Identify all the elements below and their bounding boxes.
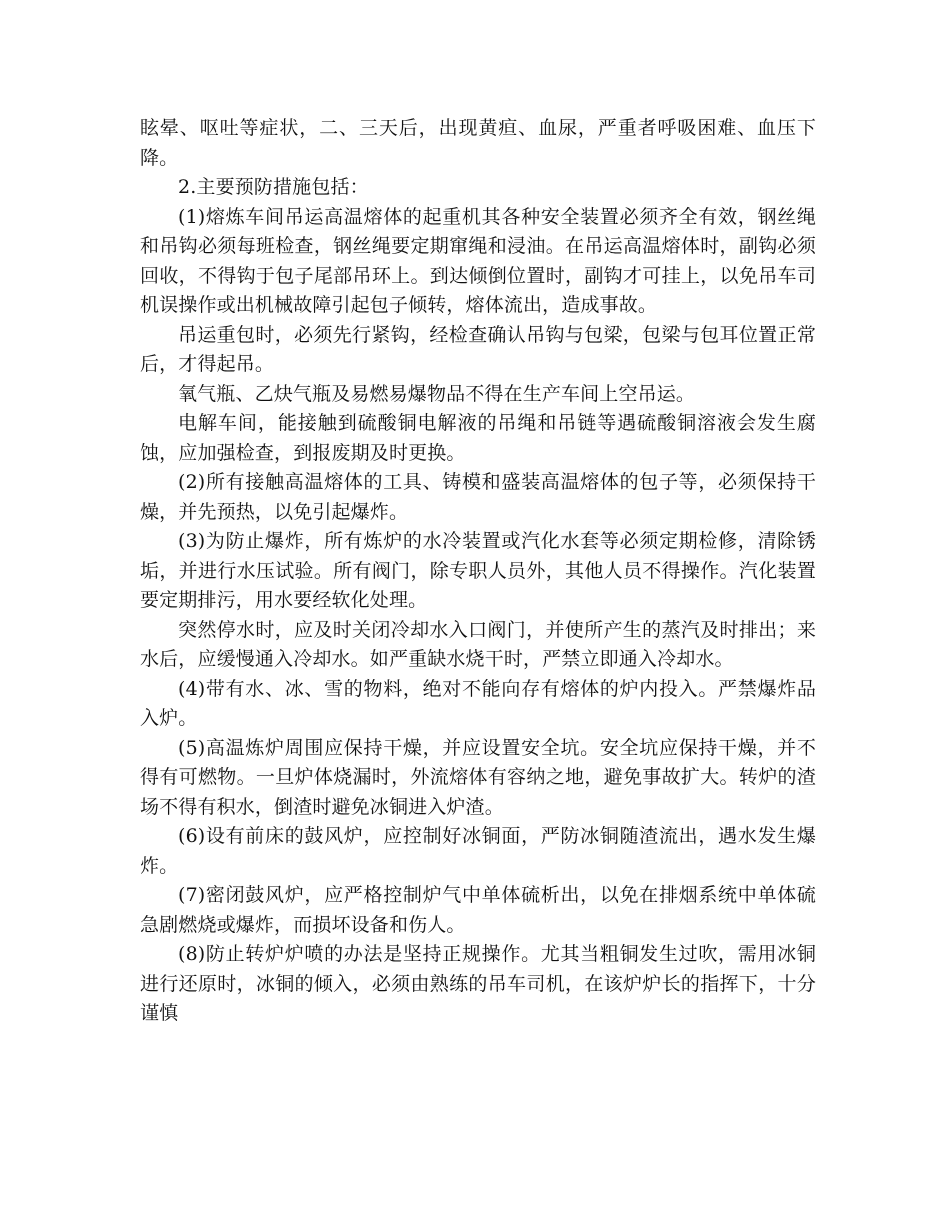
paragraph-measure-4: (4)带有水、冰、雪的物料，绝对不能向存有熔体的炉内投入。严禁爆炸品入炉。 [140, 677, 816, 729]
paragraph-water-cutoff: 突然停水时，应及时关闭冷却水入口阀门，并使所产生的蒸汽及时排出；来水后，应缓慢通入冷却水。如严重缺水烧干时，严禁立即通入冷却水。 [140, 618, 816, 670]
paragraph-measure-5: (5)高温炼炉周围应保持干燥，并应设置安全坑。安全坑应保持干燥，并不得有可燃物。一旦炉体烧漏时，外流熔体有容纳之地，避免事故扩大。转炉的渣场不得有积水，倒渣时避免冰铜进入炉渣。 [140, 736, 816, 818]
document-body [140, 114, 816, 1029]
paragraph-measure-3: (3)为防止爆炸，所有炼炉的水冷装置或汽化水套等必须定期检修，清除锈垢，并进行水压试验。所有阀门，除专职人员外，其他人员不得操作。汽化装置要定期排污，用水要经软化处理。 [140, 530, 816, 611]
paragraph-gas-cylinders: 氧气瓶、乙炔气瓶及易燃易爆物品不得在生产车间上空吊运。 [178, 382, 696, 405]
paragraph-electrolysis-workshop: 电解车间，能接触到硫酸铜电解液的吊绳和吊链等遇硫酸铜溶液会发生腐蚀，应加强检查，到报废期及时更换。 [140, 412, 816, 464]
paragraph-measure-6: (6)设有前床的鼓风炉，应控制好冰铜面，严防冰铜随渣流出，遇水发生爆炸。 [140, 825, 816, 877]
paragraph-measure-7: (7)密闭鼓风炉，应严格控制炉气中单体硫析出，以免在排烟系统中单体硫急剧燃烧或爆炸，而损坏设备和伤人。 [140, 884, 816, 936]
paragraph-measure-8: (8)防止转炉炉喷的办法是坚持正规操作。尤其当粗铜发生过吹，需用冰铜进行还原时，冰铜的倾入，必须由熟练的吊车司机，在该炉炉长的指挥下，十分谨慎 [140, 943, 816, 1024]
paragraph-measure-2: (2)所有接触高温熔体的工具、铸模和盛装高温熔体的包子等，必须保持干燥，并先预热，以免引起爆炸。 [140, 471, 816, 523]
paragraph-lifting-heavy-ladle: 吊运重包时，必须先行紧钩，经检查确认吊钩与包梁，包梁与包耳位置正常后，才得起吊。 [140, 323, 816, 375]
paragraph-measure-1: (1)熔炼车间吊运高温熔体的起重机其各种安全装置必须齐全有效，钢丝绳和吊钩必须每班检查，钢丝绳要定期窜绳和浸油。在吊运高温熔体时，副钩必须回收，不得钩于包子尾部吊环上。到达倾倒位置时，副钩才可挂上，以免吊车司机误操作或出机械故障引起包子倾转，熔体流出，造成事故。 [140, 205, 816, 316]
section-heading: 2.主要预防措施包括： [178, 176, 369, 198]
paragraph-continuation: 眩晕、呕吐等症状，二、三天后，出现黄疸、血尿，严重者呼吸困难、血压下降。 [140, 117, 816, 169]
